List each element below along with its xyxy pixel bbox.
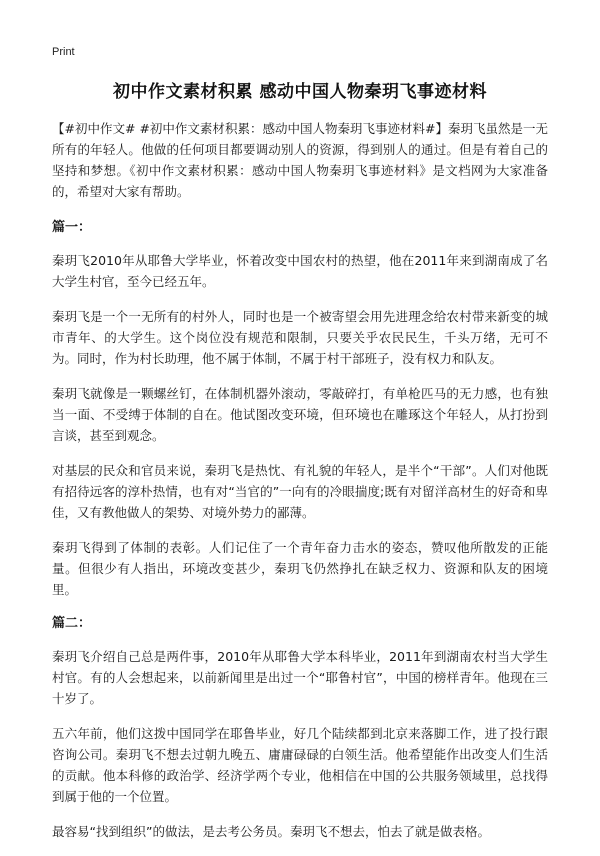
- paragraph: 秦玥飞2010年从耶鲁大学毕业，怀着改变中国农村的热望，他在2011年来到湖南成了名大学生村官，至今已经五年。: [52, 253, 548, 289]
- paragraph: 秦玥飞是一个一无所有的村外人，同时也是一个被寄望会用先进理念给农村带来新变的城市青年、的大学生。这个岗位没有规范和限制，只要关乎农民民生，千头万绪，无可不为。同时，作为村长助理，他不属于体制，不属于村干部班子，没有权力和队友。: [52, 309, 548, 366]
- section-heading: 篇二：: [52, 616, 92, 631]
- intro-paragraph: 【#初中作文# #初中作文素材积累：感动中国人物秦玥飞事迹材料#】秦玥飞虽然是一无所有的年轻人。他做的任何项目都要调动别人的资源，得到别人的通过。但是有着自己的坚持和梦想。《初中作文素材积累：感动中国人物秦玥飞事迹材料》是文档网为大家准备的，希望对大家有帮助。: [52, 121, 548, 199]
- paragraph: 最容易“找到组织”的做法，是去考公务员。秦玥飞不想去，怕去了就是做表格。: [52, 824, 490, 839]
- print-label: Print: [52, 46, 75, 58]
- paragraph: 秦玥飞得到了体制的表彰。人们记住了一个青年奋力击水的姿态，赞叹他所散发的正能量。但很少有人指出，环境改变甚少，秦玥飞仍然挣扎在缺乏权力、资源和队友的困境里。: [52, 540, 548, 597]
- paragraph: 对基层的民众和官员来说，秦玥飞是热忱、有礼貌的年轻人，是半个“干部”。人们对他既有招待远客的淳朴热情，也有对“当官的”一向有的冷眼揣度;既有对留洋高材生的好奇和卑佳，又有教他做人的架势、对境外势力的鄙薄。: [52, 463, 548, 520]
- document-body: [52, 118, 548, 856]
- section-heading: 篇一：: [52, 220, 92, 235]
- paragraph: 秦玥飞就像是一颗螺丝钉，在体制机器外滚动，零敲碎打，有单枪匹马的无力感，也有独当一面、不受缚于体制的自在。他试图改变环境，但环境也在雕琢这个年轻人，从打扮到言谈，甚至到观念。: [52, 386, 548, 443]
- paragraph: 秦玥飞介绍自己总是两件事，2010年从耶鲁大学本科毕业，2011年到湖南农村当大学生村官。有的人会想起来，以前新闻里是出过一个“耶鲁村官”，中国的榜样青年。他现在三十岁了。: [52, 649, 548, 706]
- paragraph: 五六年前，他们这拨中国同学在耶鲁毕业，好几个陆续都到北京来落脚工作，进了投行跟咨询公司。秦玥飞不想去过朝九晚五、庸庸碌碌的白领生活。他希望能作出改变人们生活的贡献。他本科修的政治学、经济学两个专业，他相信在中国的公共服务领域里，总找得到属于他的一个位置。: [52, 726, 548, 804]
- document-title: 初中作文素材积累 感动中国人物秦玥飞事迹材料: [113, 82, 487, 102]
